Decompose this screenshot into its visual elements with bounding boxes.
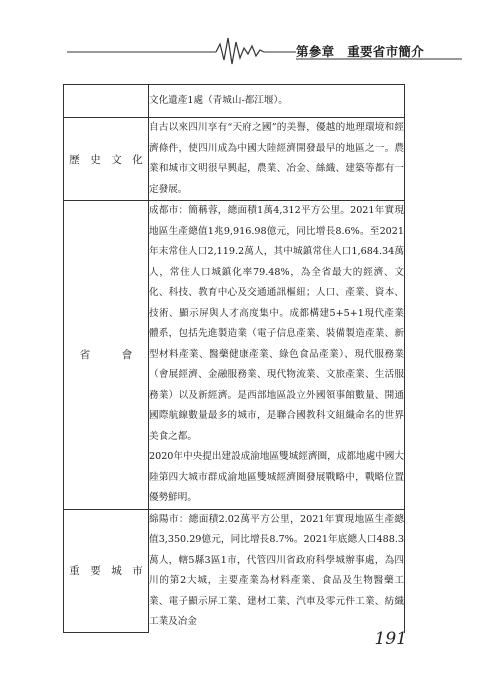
row-category	[64, 85, 149, 118]
content-paragraph: 文化遺產1處（青城山-都江堰）。	[149, 94, 288, 106]
content-paragraph: 自古以來四川享有“天府之國”的美譽，優越的地理環境和經濟條件，使四川成為中國大陸經濟開發最早的地區之一。農業和城市文明很早興起，農業、冶金、絲織、建築等都有一定發展。	[149, 122, 404, 195]
row-content	[149, 118, 405, 201]
running-header	[0, 0, 480, 70]
row-content	[149, 85, 405, 118]
content-paragraph: 成都市：簡稱蓉，總面積1萬4,312平方公里。2021年實現地區生產總值1兆9,916.98億元，同比增長8.6%。至2021年末常住人口2,119.2萬人，其中城鎮常住人口1,684.34萬人，常住人口城鎮化率79.48%，為全省最大的經濟、文化、科技、教育中心及交通通訊樞紐；人口、產業、資本、技術、顯示屏與人才高度集中。成都構建5+5+1現代產業體系，包括先進製造業（電子信息產業、裝備製造產業、新型材料產業、醫藥健康產業、綠色食品產業）、現代服務業（會展經濟、金融服務業、現代物流業、文旅產業、生活服務業）以及新經濟。是西部地區設立外國領事館數量、開通國際航線數量最多的城市，是聯合國教科文組織命名的世界美食之都。	[149, 205, 404, 442]
content-paragraph: 綿陽市：總面積2.02萬平方公里，2021年實現地區生產總值3,350.29億元，同比增長8.7%。2021年底總人口488.3萬人，轄5縣3區1市，代管四川省政府科學城辦事處，為四川的第2大城，主要產業為材料產業、食品及生物醫藥工業、電子顯示屏工業、建材工業、汽車及零元件工業、紡織工業及冶金	[149, 513, 404, 627]
table-row	[64, 509, 405, 633]
content-paragraph: 2020年中央提出建設成渝地區雙城經濟圈，成都地處中國大陸第四大城市群成渝地區雙城經濟圈發展戰略中，戰略位置優勢鮮明。	[149, 451, 404, 503]
row-category: 省 會	[64, 201, 149, 510]
row-content	[149, 201, 405, 510]
row-category: 歷 史 文 化	[64, 118, 149, 201]
province-info-table	[63, 84, 405, 633]
row-content	[149, 509, 405, 633]
chapter-title: 第參章 重要省市簡介	[296, 44, 425, 59]
row-category: 重 要 城 市	[64, 509, 149, 633]
table-row	[64, 85, 405, 118]
page-number: 191	[374, 629, 407, 649]
table-row	[64, 118, 405, 201]
table-row	[64, 201, 405, 510]
